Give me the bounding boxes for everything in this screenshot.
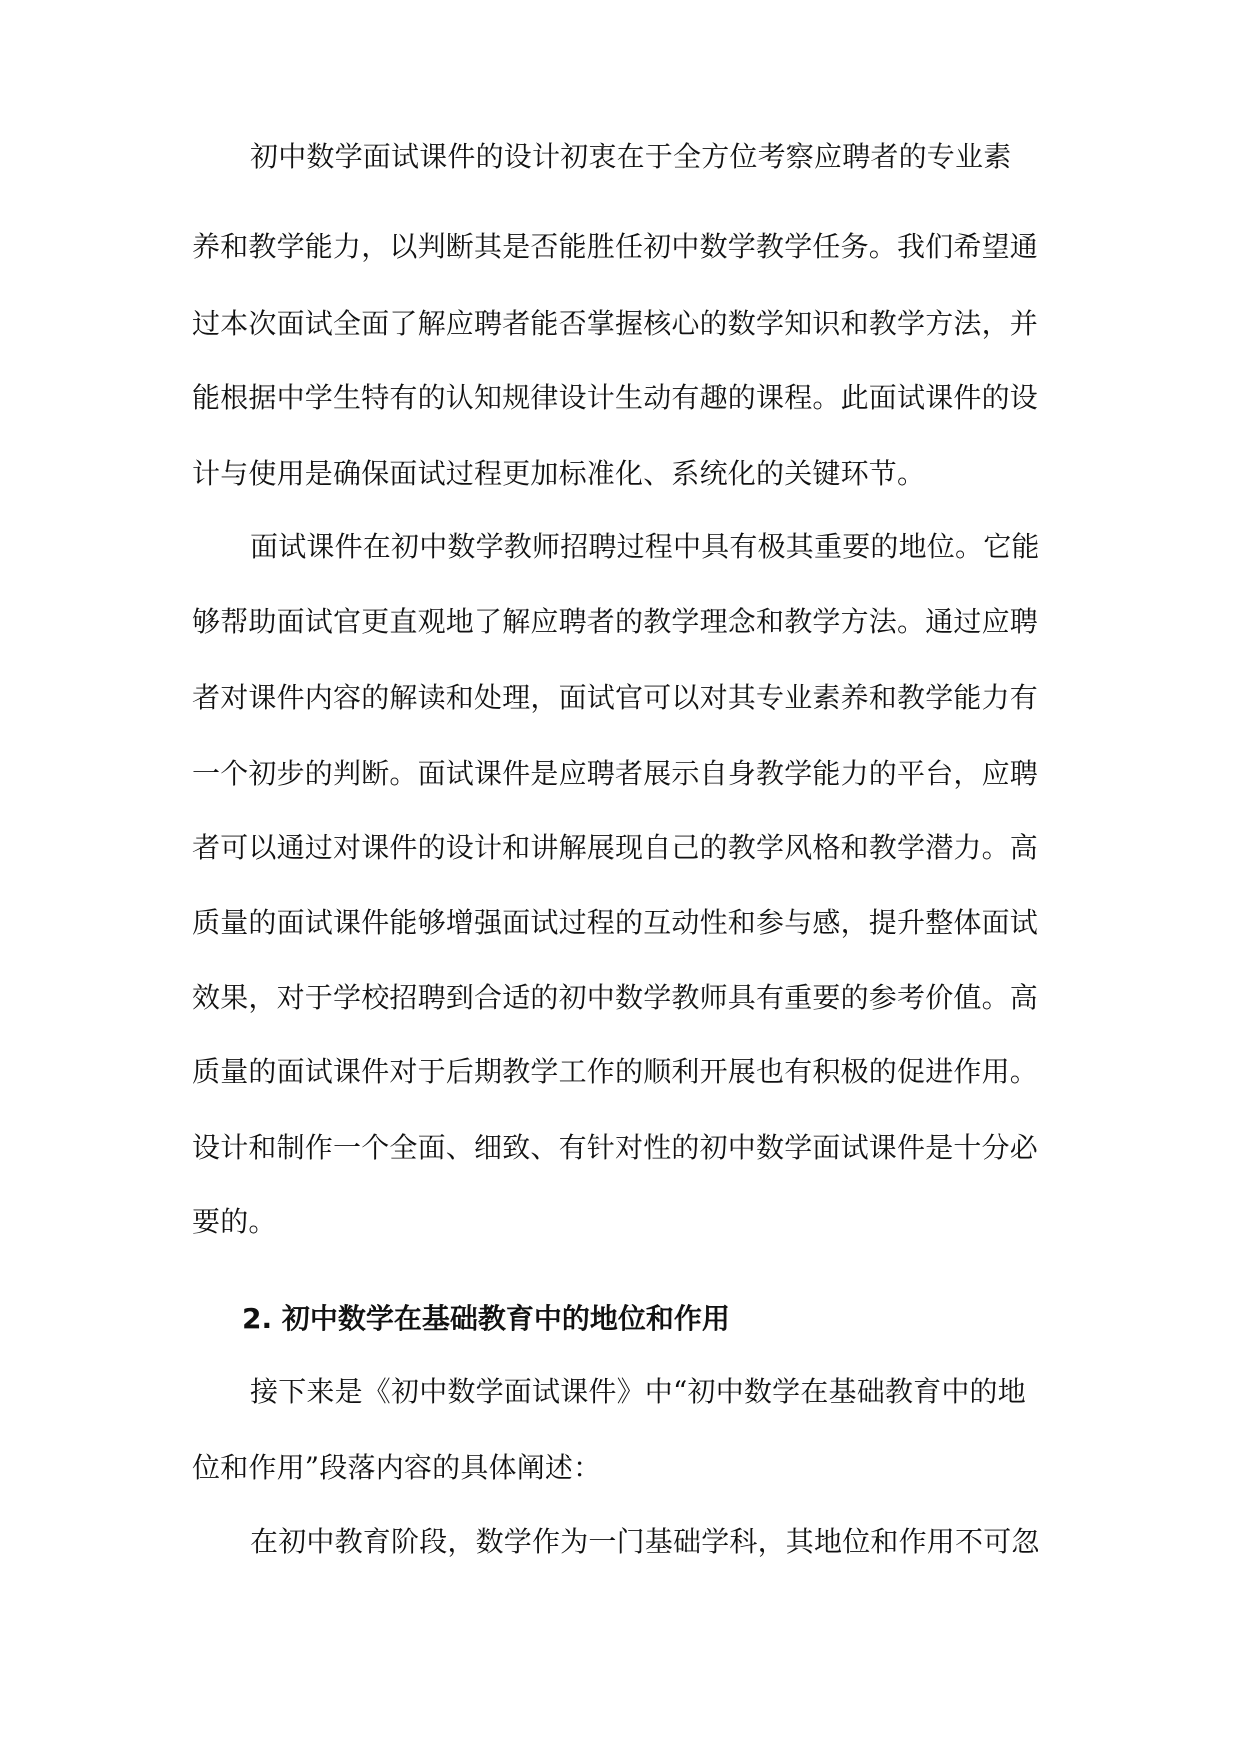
paragraph-2-line-5: 者可以通过对课件的设计和讲解展现自己的教学风格和教学潜力。高 (192, 831, 1039, 864)
paragraph-2-line-10: 要的。 (192, 1205, 277, 1238)
paragraph-2-line-7: 效果，对于学校招聘到合适的初中数学教师具有重要的参考价值。高 (192, 981, 1039, 1014)
paragraph-2-line-1: 面试课件在初中数学教师招聘过程中具有极其重要的地位。它能 (250, 530, 1040, 563)
paragraph-2-line-2: 够帮助面试官更直观地了解应聘者的教学理念和教学方法。通过应聘 (192, 605, 1039, 638)
paragraph-2-line-6: 质量的面试课件能够增强面试过程的互动性和参与感，提升整体面试 (192, 906, 1039, 939)
paragraph-1-line-3: 过本次面试全面了解应聘者能否掌握核心的数学知识和教学方法，并 (192, 307, 1039, 340)
section-heading: 2. 初中数学在基础教育中的地位和作用 (242, 1302, 730, 1335)
paragraph-2-line-3: 者对课件内容的解读和处理，面试官可以对其专业素养和教学能力有 (192, 681, 1039, 714)
paragraph-1-line-2: 养和教学能力，以判断其是否能胜任初中数学教学任务。我们希望通 (192, 230, 1039, 263)
paragraph-2-line-9: 设计和制作一个全面、细致、有针对性的初中数学面试课件是十分必 (192, 1131, 1039, 1164)
paragraph-1-line-1: 初中数学面试课件的设计初衷在于全方位考察应聘者的专业素 (250, 140, 1012, 173)
paragraph-2-line-4: 一个初步的判断。面试课件是应聘者展示自身教学能力的平台，应聘 (192, 757, 1039, 790)
paragraph-2-line-8: 质量的面试课件对于后期教学工作的顺利开展也有积极的促进作用。 (192, 1055, 1039, 1088)
paragraph-3-line-2: 位和作用”段落内容的具体阐述： (192, 1451, 602, 1484)
paragraph-3-line-1: 接下来是《初中数学面试课件》中“初中数学在基础教育中的地 (250, 1375, 1026, 1408)
paragraph-4-line-1: 在初中教育阶段，数学作为一门基础学科，其地位和作用不可忽 (250, 1525, 1040, 1558)
paragraph-1-line-4: 能根据中学生特有的认知规律设计生动有趣的课程。此面试课件的设 (192, 381, 1039, 414)
paragraph-1-line-5: 计与使用是确保面试过程更加标准化、系统化的关键环节。 (192, 457, 926, 490)
